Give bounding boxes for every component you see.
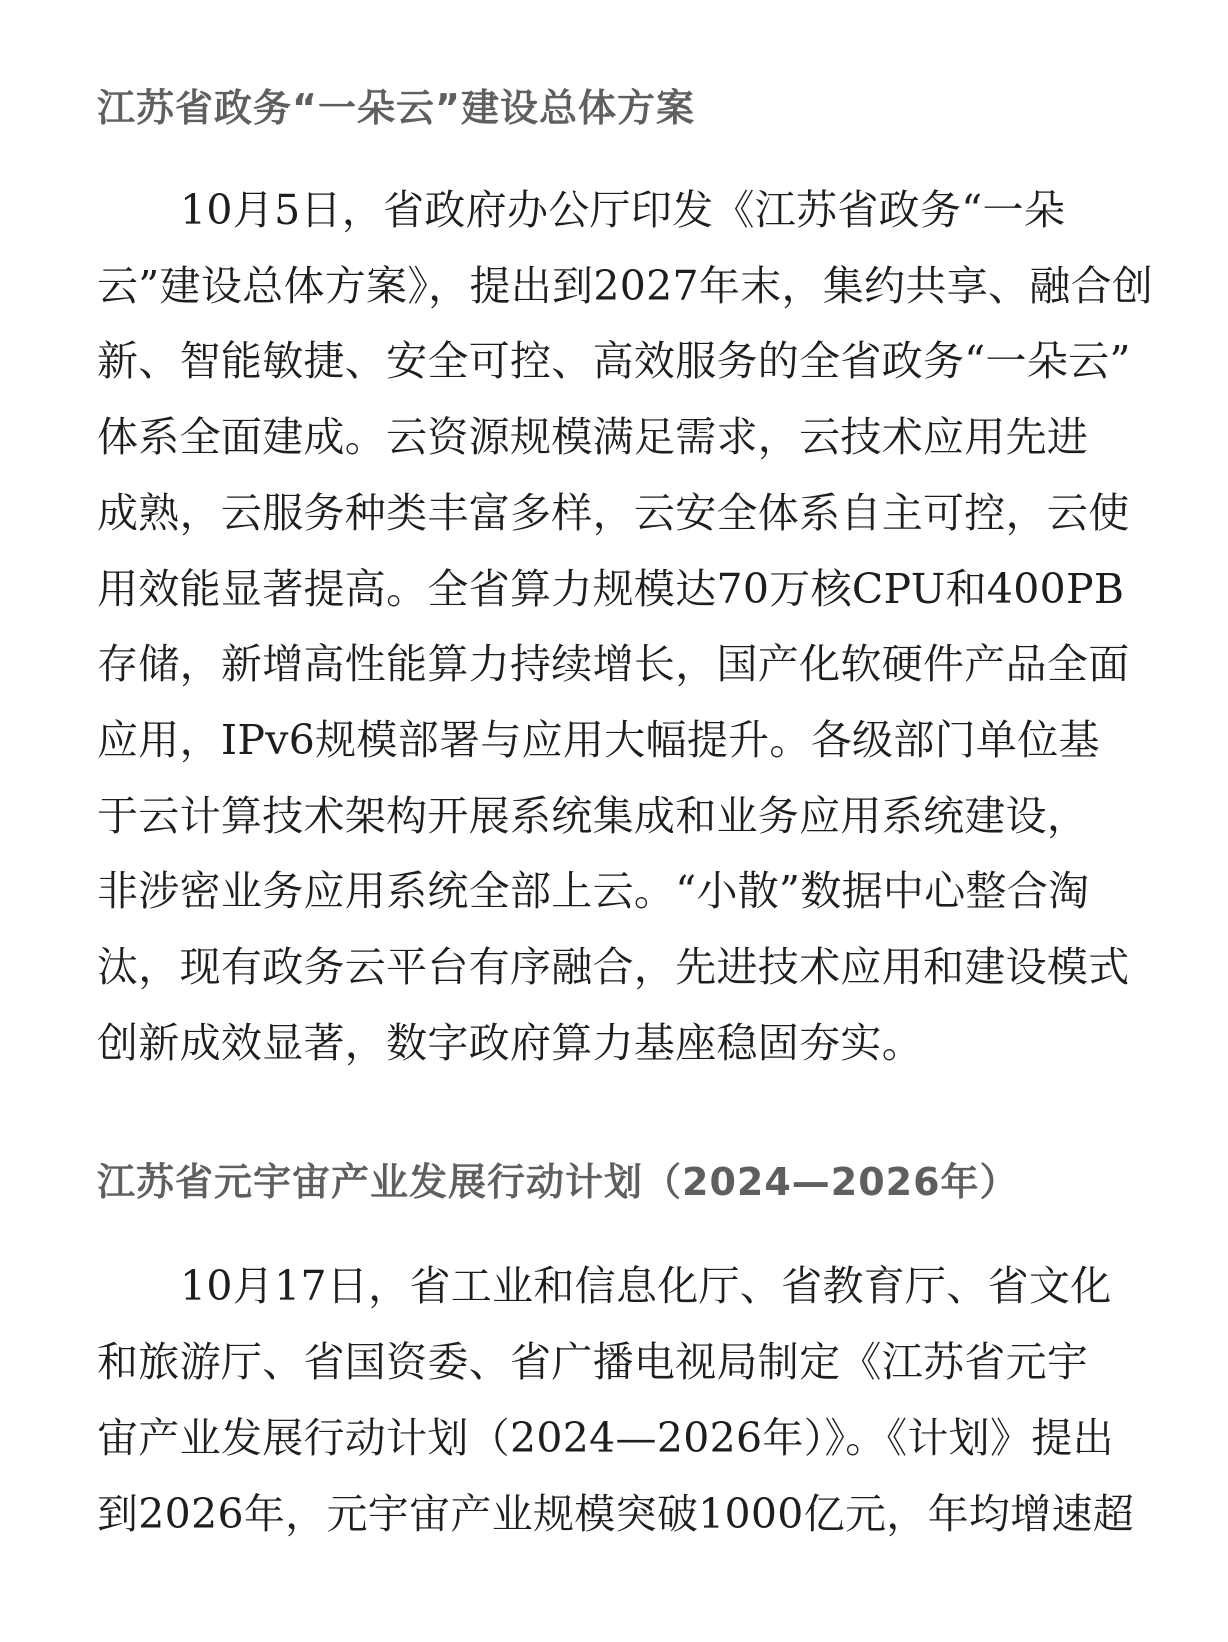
section-2-line-4: 到2026年，元宇宙产业规模突破1000亿元，年均增速超 (97, 1490, 1135, 1538)
section-1-line-8: 应用，IPv6规模部署与应用大幅提升。各级部门单位基 (97, 716, 1100, 764)
section-1-line-4: 体系全面建成。云资源规模满足需求，云技术应用先进 (97, 413, 1089, 461)
section-1-line-1: 10月5日，省政府办公厅印发《江苏省政务“一朵 (180, 186, 1066, 234)
section-1-line-9: 于云计算技术架构开展系统集成和业务应用系统建设， (97, 792, 1089, 840)
section-1-line-3: 新、智能敏捷、安全可控、高效服务的全省政务“一朵云” (97, 337, 1131, 385)
section-1-line-2: 云”建设总体方案》，提出到2027年末，集约共享、融合创 (97, 262, 1154, 310)
section-1-line-11: 汰，现有政务云平台有序融合，先进技术应用和建设模式 (97, 943, 1130, 991)
section-2-line-1: 10月17日，省工业和信息化厅、省教育厅、省文化 (180, 1262, 1112, 1310)
section-1-line-12: 创新成效显著，数字政府算力基座稳固夯实。 (97, 1019, 923, 1067)
section-1-line-5: 成熟，云服务种类丰富多样，云安全体系自主可控，云使 (97, 489, 1130, 537)
section-1-line-6: 用效能显著提高。全省算力规模达70万核CPU和400PB (97, 565, 1125, 613)
section-1-line-7: 存储，新增高性能算力持续增长，国产化软硬件产品全面 (97, 640, 1130, 688)
section-2-line-2: 和旅游厅、省国资委、省广播电视局制定《江苏省元宇 (97, 1338, 1089, 1386)
section-2-line-3: 宙产业发展行动计划（2024—2026年）》。《计划》提出 (97, 1414, 1114, 1462)
section-1-line-10: 非涉密业务应用系统全部上云。“小散”数据中心整合淘 (97, 867, 1090, 915)
section-2-title: 江苏省元宇宙产业发展行动计划（2024—2026年） (97, 1160, 1019, 1204)
section-1-title: 江苏省政务“一朵云”建设总体方案 (97, 86, 695, 130)
